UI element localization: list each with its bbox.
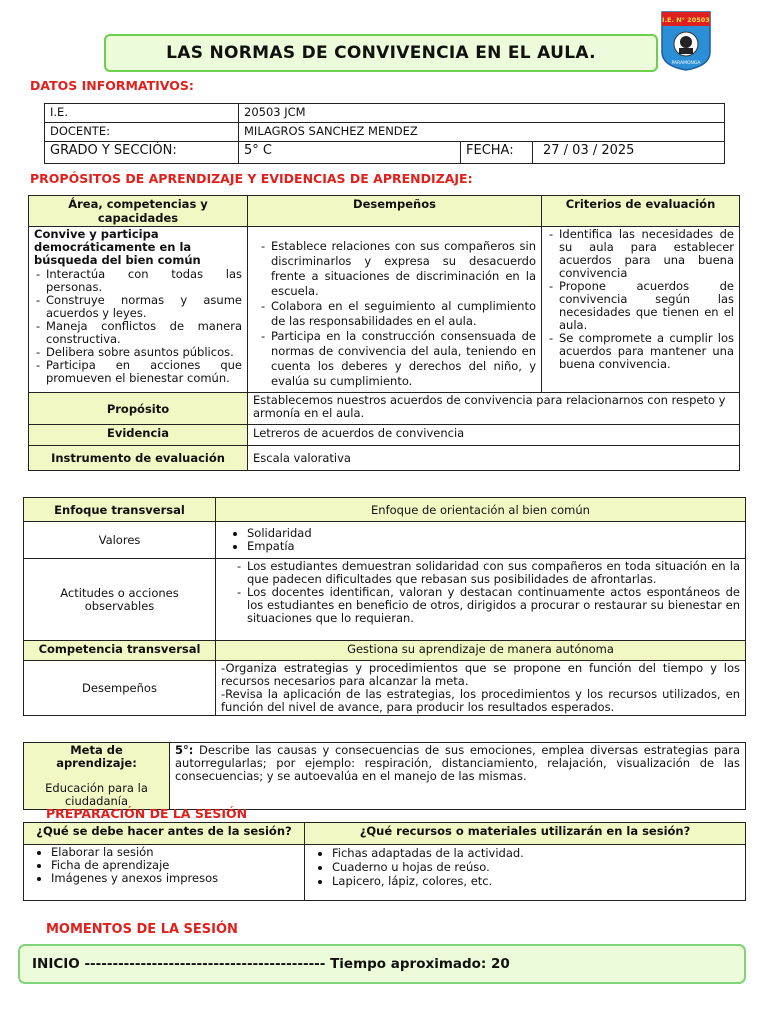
ie-value: 20503 JCM xyxy=(239,104,725,123)
docente-label: DOCENTE: xyxy=(45,123,239,142)
list-item: • Fichas adaptadas de la actividad. xyxy=(332,846,740,860)
comp-transversal-label: Competencia transversal xyxy=(24,641,216,661)
page-title: LAS NORMAS DE CONVIVENCIA EN EL AULA. xyxy=(104,34,658,72)
meta-area: Educación para la ciudadanía xyxy=(45,781,148,808)
preparacion-table xyxy=(23,822,746,901)
capacidades-list xyxy=(34,268,242,385)
enfoque-table xyxy=(23,497,746,716)
list-item: - Participa en la construcción consensuada de normas de convivencia del aula, teniendo en cuenta los deberes y derechos del niño, y evalúa su cumplimiento. xyxy=(271,329,536,389)
desempeno-item-1: -Organiza estrategias y procedimientos que se propone en función del tiempo y los recursos necesarios para alcanzar la meta. xyxy=(221,661,740,688)
svg-text:PARAMONGA: PARAMONGA xyxy=(671,61,701,66)
list-item: - Se compromete a cumplir los acuerdos para mantener una buena convivencia. xyxy=(559,332,734,371)
instrumento-label: Instrumento de evaluación xyxy=(29,446,248,471)
enfoque-label: Enfoque transversal xyxy=(24,498,216,522)
valores-list xyxy=(221,527,740,553)
school-logo xyxy=(660,10,712,72)
list-item: - Propone acuerdos de convivencia según las necesidades que tienen en el aula. xyxy=(559,280,734,332)
proposito-value: Establecemos nuestros acuerdos de convivencia para relacionarnos con respeto y armonía en el aula. xyxy=(248,393,740,425)
list-item: • Imágenes y anexos impresos xyxy=(51,872,299,885)
col-area: Área, competencias y capacidades xyxy=(29,196,248,227)
docente-value: MILAGROS SANCHEZ MENDEZ xyxy=(239,123,725,142)
meta-table xyxy=(23,742,746,810)
list-item: • Lapicero, lápiz, colores, etc. xyxy=(332,874,740,888)
propositos-table xyxy=(28,195,740,471)
col-recursos: ¿Qué recursos o materiales utilizarán en la sesión? xyxy=(305,823,746,845)
desempeno-item-2: -Revisa la aplicación de las estrategias, los procedimientos y los recursos utilizados, en función del nivel de avance, para producir los resultados esperados. xyxy=(221,687,740,714)
desempenos-list xyxy=(253,239,536,389)
inicio-banner: INICIO ------------------------------------------- Tiempo aproximado: 20 xyxy=(18,944,746,984)
list-item: - Establece relaciones con sus compañeros sin discriminarlos y expresa su desacuerdo frente a situaciones de discriminación en la escuela. xyxy=(271,239,536,299)
list-item: - Colabora en el seguimiento al cumplimiento de las responsabilidades en el aula. xyxy=(271,299,536,329)
criterios-list xyxy=(547,228,734,371)
svg-text:I.E. N° 20503: I.E. N° 20503 xyxy=(662,16,710,24)
evidencia-label: Evidencia xyxy=(29,425,248,446)
list-item: - Los docentes identifican, valoran y destacan continuamente actos espontáneos de los estudiantes en beneficio de otros, dirigidos a procurar o restaurar su bienestar en situaciones que lo requieran. xyxy=(247,586,740,625)
propositos-heading: PROPÓSITOS DE APRENDIZAJE Y EVIDENCIAS DE APRENDIZAJE: xyxy=(30,171,473,186)
meta-grade: 5°: xyxy=(175,743,194,757)
grado-value: 5° C xyxy=(239,142,461,164)
preparacion-heading: PREPARACIÓN DE LA SESIÓN xyxy=(46,806,248,821)
list-item: - Participa en acciones que promueven el bienestar común. xyxy=(46,359,242,385)
antes-list xyxy=(29,846,299,885)
momentos-heading: MOMENTOS DE LA SESIÓN xyxy=(46,922,238,937)
valores-label: Valores xyxy=(24,522,216,559)
list-item: - Los estudiantes demuestran solidaridad con sus compañeros en toda situación en la que padecen dificultades que rebasan sus posibilidades de afrontarlas. xyxy=(247,560,740,586)
list-item: • Ficha de aprendizaje xyxy=(51,859,299,872)
grado-label: GRADO Y SECCIÓN: xyxy=(45,142,239,164)
list-item: • Elaborar la sesión xyxy=(51,846,299,859)
list-item: - Identifica las necesidades de su aula para establecer acuerdos para una buena convivencia xyxy=(559,228,734,280)
list-item: - Delibera sobre asuntos públicos. xyxy=(46,346,242,359)
fecha-label: FECHA: xyxy=(461,142,533,164)
comp-transversal-value: Gestiona su aprendizaje de manera autónoma xyxy=(216,641,746,661)
competencia-title: Convive y participa democráticamente en la búsqueda del bien común xyxy=(34,227,201,267)
list-item: • Solidaridad xyxy=(247,527,740,540)
instrumento-value: Escala valorativa xyxy=(248,446,740,471)
meta-text: Describe las causas y consecuencias de sus emociones, emplea diversas estrategias para autorregularlas; por ejemplo: respiración, distanciamiento, relajación, visualización de las consecuencias; y se autoevalúa en el manejo de las mismas. xyxy=(175,743,741,783)
enfoque-value: Enfoque de orientación al bien común xyxy=(216,498,746,522)
col-desempenos: Desempeños xyxy=(248,196,542,227)
datos-table xyxy=(44,103,725,164)
evidencia-value: Letreros de acuerdos de convivencia xyxy=(248,425,740,446)
actitudes-list xyxy=(221,560,740,625)
list-item: • Empatía xyxy=(247,540,740,553)
list-item: - Interactúa con todas las personas. xyxy=(46,268,242,294)
list-item: - Maneja conflictos de manera constructiva. xyxy=(46,320,242,346)
col-antes: ¿Qué se debe hacer antes de la sesión? xyxy=(24,823,305,845)
meta-label: Meta de aprendizaje: xyxy=(56,743,137,770)
list-item: • Cuaderno u hojas de reúso. xyxy=(332,860,740,874)
recursos-list xyxy=(310,846,740,888)
fecha-value: 27 / 03 / 2025 xyxy=(533,142,725,164)
col-criterios: Criterios de evaluación xyxy=(542,196,740,227)
desempenos-label: Desempeños xyxy=(24,661,216,716)
list-item: - Construye normas y asume acuerdos y leyes. xyxy=(46,294,242,320)
datos-heading: DATOS INFORMATIVOS: xyxy=(30,78,194,93)
ie-label: I.E. xyxy=(45,104,239,123)
actitudes-label: Actitudes o acciones observables xyxy=(24,559,216,641)
proposito-label: Propósito xyxy=(29,393,248,425)
